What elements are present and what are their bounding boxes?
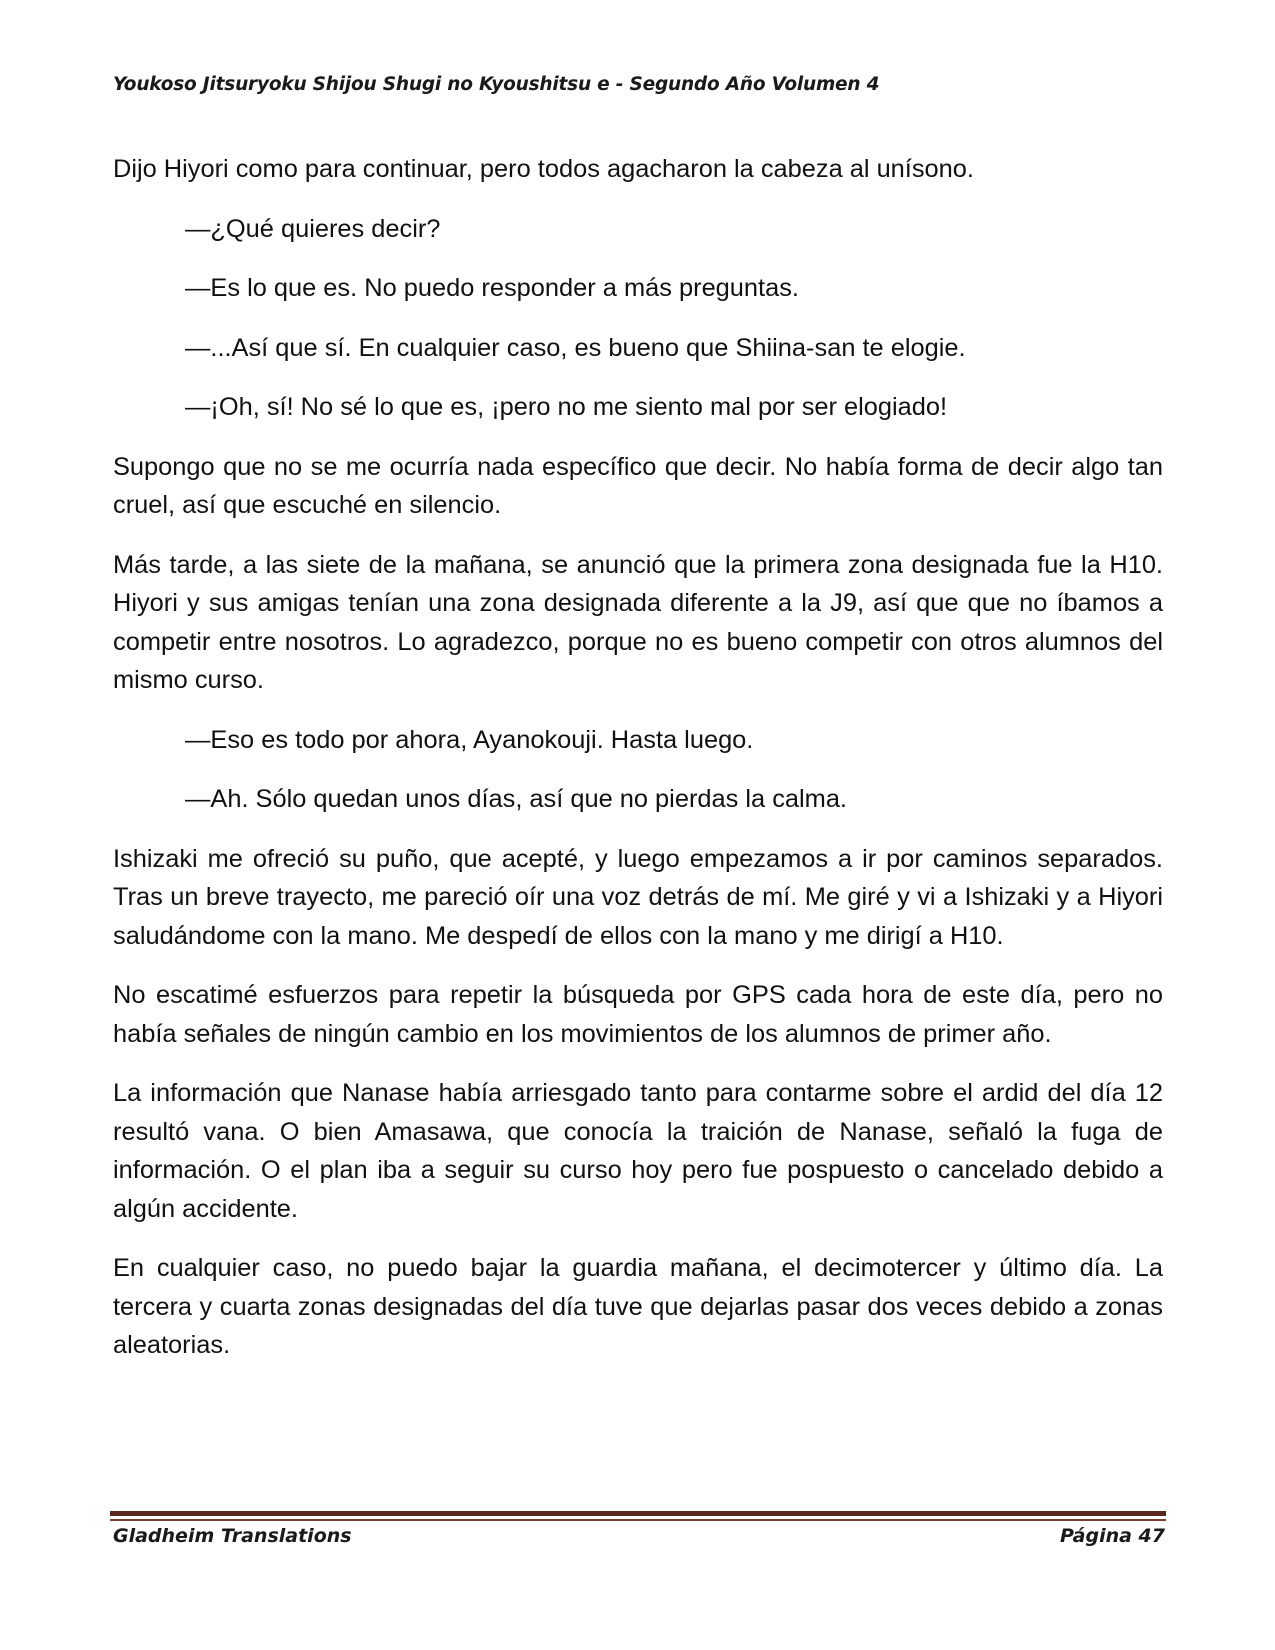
paragraph-1: Dijo Hiyori como para continuar, pero todos agacharon la cabeza al unísono. bbox=[113, 155, 974, 183]
dialogue-line-4: —¡Oh, sí! No sé lo que es, ¡pero no me siento mal por ser elogiado! bbox=[185, 393, 948, 421]
page-body bbox=[113, 150, 1163, 1386]
paragraph-4: Ishizaki me ofreció su puño, que acepté, y luego empezamos a ir por caminos separados. Tras un breve trayecto, me pareció oír una voz detrás de mí. Me giré y vi a Ishizaki y a Hiyori saludándome con la mano. Me despedí de ellos con la mano y me dirigí a H10. bbox=[113, 844, 1163, 950]
dialogue-line-1: —¿Qué quieres decir? bbox=[185, 214, 441, 243]
footer-publisher: Gladheim Translations bbox=[113, 1525, 352, 1547]
footer-page-number: Página 47 bbox=[1059, 1525, 1165, 1547]
paragraph-3: Más tarde, a las siete de la mañana, se anunció que la primera zona designada fue la H10. Hiyori y sus amigas tenían una zona designada diferente a la J9, así que que no íbamos a competir entre nosotros. Lo agradezco, porque no es bueno competir con otros alumnos del mismo curso. bbox=[113, 550, 1163, 694]
paragraph-5: No escatimé esfuerzos para repetir la búsqueda por GPS cada hora de este día, pero no había señales de ningún cambio en los movimientos de los alumnos de primer año. bbox=[113, 981, 1163, 1048]
dialogue-line-3: —...Así que sí. En cualquier caso, es bueno que Shiina-san te elogie. bbox=[185, 333, 966, 362]
footer-divider-thick bbox=[110, 1511, 1166, 1516]
footer-divider-thin bbox=[110, 1519, 1166, 1521]
paragraph-2: Supongo que no se me ocurría nada específico que decir. No había forma de decir algo tan cruel, así que escuché en silencio. bbox=[113, 452, 1163, 519]
paragraph-6: La información que Nanase había arriesgado tanto para contarme sobre el ardid del día 12 resultó vana. O bien Amasawa, que conocía la traición de Nanase, señaló la fuga de información. O el plan iba a seguir su curso hoy pero fue pospuesto o cancelado debido a algún accidente. bbox=[113, 1079, 1163, 1223]
dialogue-line-2: —Es lo que es. No puedo responder a más preguntas. bbox=[185, 274, 799, 302]
dialogue-line-5: —Eso es todo por ahora, Ayanokouji. Hasta luego. bbox=[185, 725, 754, 754]
page-header-title: Youkoso Jitsuryoku Shijou Shugi no Kyoushitsu e - Segundo Año Volumen 4 bbox=[113, 74, 880, 95]
paragraph-7: En cualquier caso, no puedo bajar la guardia mañana, el decimotercer y último día. La tercera y cuarta zonas designadas del día tuve que dejarlas pasar dos veces debido a zonas aleatorias. bbox=[113, 1254, 1163, 1359]
dialogue-line-6: —Ah. Sólo quedan unos días, así que no pierdas la calma. bbox=[185, 785, 847, 813]
